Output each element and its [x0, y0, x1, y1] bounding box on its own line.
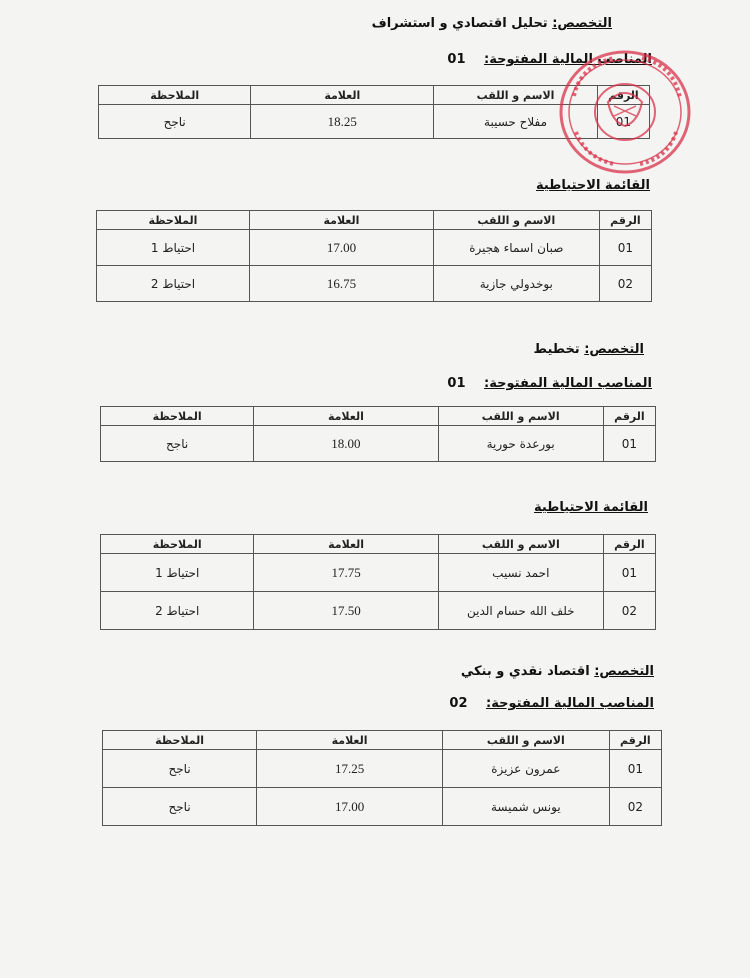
table-row: 02 خلف الله حسام الدين 17.50 احتياط 2	[101, 592, 656, 630]
table-row: 01 عمرون عزيزة 17.25 ناجح	[103, 750, 662, 788]
open-positions-2: المناصب المالية المفتوحة: 01	[447, 376, 652, 391]
table-header-row	[99, 86, 650, 105]
table-row: 02 يونس شميسة 17.00 ناجح	[103, 788, 662, 826]
table-header-row: الرقم الاسم و اللقب العلامة الملاحظة	[101, 535, 656, 554]
specialty-title-1: التخصص: تحليل اقتصادي و استشراف	[371, 16, 612, 31]
open-positions-1: المناصب المالية المفتوحة: 01	[447, 52, 652, 67]
winners-table-1	[98, 85, 650, 139]
open-positions-3: المناصب المالية المفتوحة: 02	[449, 696, 654, 711]
reserve-table-1	[96, 210, 652, 302]
header-name: الاسم و اللقب	[434, 86, 598, 105]
winners-table-3	[102, 730, 662, 826]
table-row: 02 بوخدولي جازية 16.75 احتياط 2	[97, 266, 652, 302]
header-num: الرقم	[597, 86, 649, 105]
header-note: الملاحظة	[99, 86, 251, 105]
reserve-list-title-2: القائمة الاحتياطية	[533, 500, 648, 515]
header-mark: العلامة	[251, 86, 434, 105]
winners-table-2	[100, 406, 656, 462]
reserve-table-2	[100, 534, 656, 630]
table-header-row: الرقم الاسم و اللقب العلامة الملاحظة	[101, 407, 656, 426]
table-row: 01 بورعدة حورية 18.00 ناجح	[101, 426, 656, 462]
table-header-row: الرقم الاسم و اللقب العلامة الملاحظة	[97, 211, 652, 230]
table-row: 01 مفلاح حسيبة 18.25 ناجح	[99, 105, 650, 139]
specialty-title-2: التخصص: تخطيط	[533, 342, 644, 357]
table-row: 01 صبان اسماء هجيرة 17.00 احتياط 1	[97, 230, 652, 266]
table-header-row: الرقم الاسم و اللقب العلامة الملاحظة	[103, 731, 662, 750]
specialty-title-3: التخصص: اقتصاد نقدي و بنكي	[460, 664, 654, 679]
reserve-list-title-1: القائمة الاحتياطية	[535, 178, 650, 193]
table-row: 01 احمد نسيب 17.75 احتياط 1	[101, 554, 656, 592]
